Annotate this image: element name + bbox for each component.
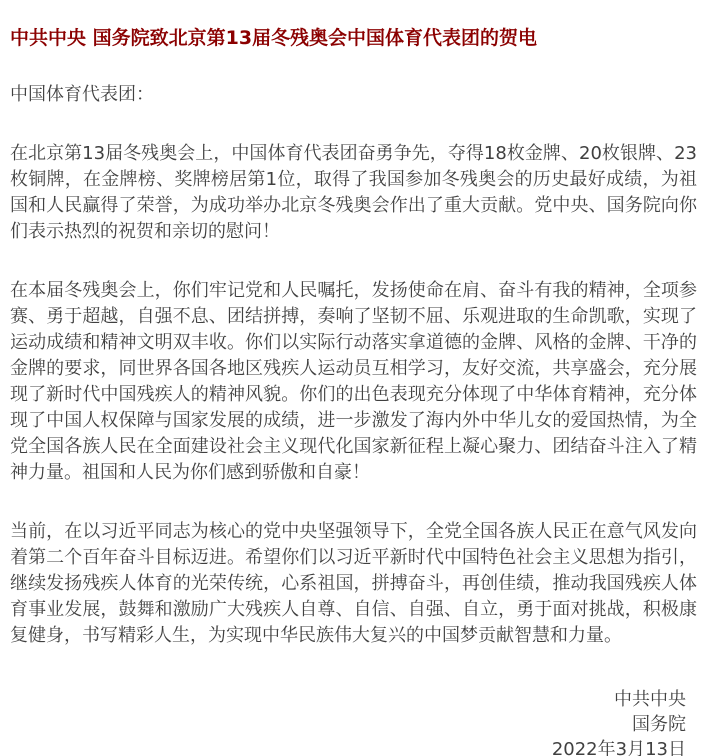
- signature-block: [10, 687, 697, 756]
- salutation: 中国体育代表团：: [10, 84, 154, 105]
- page-title: 中共中央 国务院致北京第13届冬残奥会中国体育代表团的贺电: [10, 27, 538, 49]
- paragraph-1: 在北京第13届冬残奥会上，中国体育代表团奋勇争先，夺得18枚金牌、20枚银牌、23枚铜牌，在金牌榜、奖牌榜居第1位，取得了我国参加冬残奥会的历史最好成绩，为祖国和人民赢得了荣誉，为成功举办北京冬残奥会作出了重大贡献。党中央、国务院向你们表示热烈的祝贺和亲切的慰问！: [10, 143, 697, 242]
- signature-org-cpc-central-committee: 中共中央: [614, 689, 686, 710]
- signature-date: 2022年3月13日: [551, 739, 686, 756]
- paragraph-3: 当前，在以习近平同志为核心的党中央坚强领导下，全党全国各族人民正在意气风发向着第二个百年奋斗目标迈进。希望你们以习近平新时代中国特色社会主义思想为指引，继续发扬残疾人体育的光荣传统，心系祖国，拼搏奋斗，再创佳绩，推动我国残疾人体育事业发展，鼓舞和激励广大残疾人自尊、自信、自强、自立，勇于面对挑战，积极康复健身，书写精彩人生，为实现中华民族伟大复兴的中国梦贡献智慧和力量。: [10, 521, 697, 646]
- signature-org-state-council: 国务院: [632, 714, 686, 735]
- paragraph-2: 在本届冬残奥会上，你们牢记党和人民嘱托，发扬使命在肩、奋斗有我的精神，全项参赛、勇于超越，自强不息、团结拼搏，奏响了坚韧不屈、乐观进取的生命凯歌，实现了运动成绩和精神文明双丰收。你们以实际行动落实拿道德的金牌、风格的金牌、干净的金牌的要求，同世界各国各地区残疾人运动员互相学习，友好交流，共享盛会，充分展现了新时代中国残疾人的精神风貌。你们的出色表现充分体现了中华体育精神，充分体现了中国人权保障与国家发展的成绩，进一步激发了海内外中华儿女的爱国热情，为全党全国各族人民在全面建设社会主义现代化国家新征程上凝心聚力、团结奋斗注入了精神力量。祖国和人民为你们感到骄傲和自豪！: [10, 280, 697, 483]
